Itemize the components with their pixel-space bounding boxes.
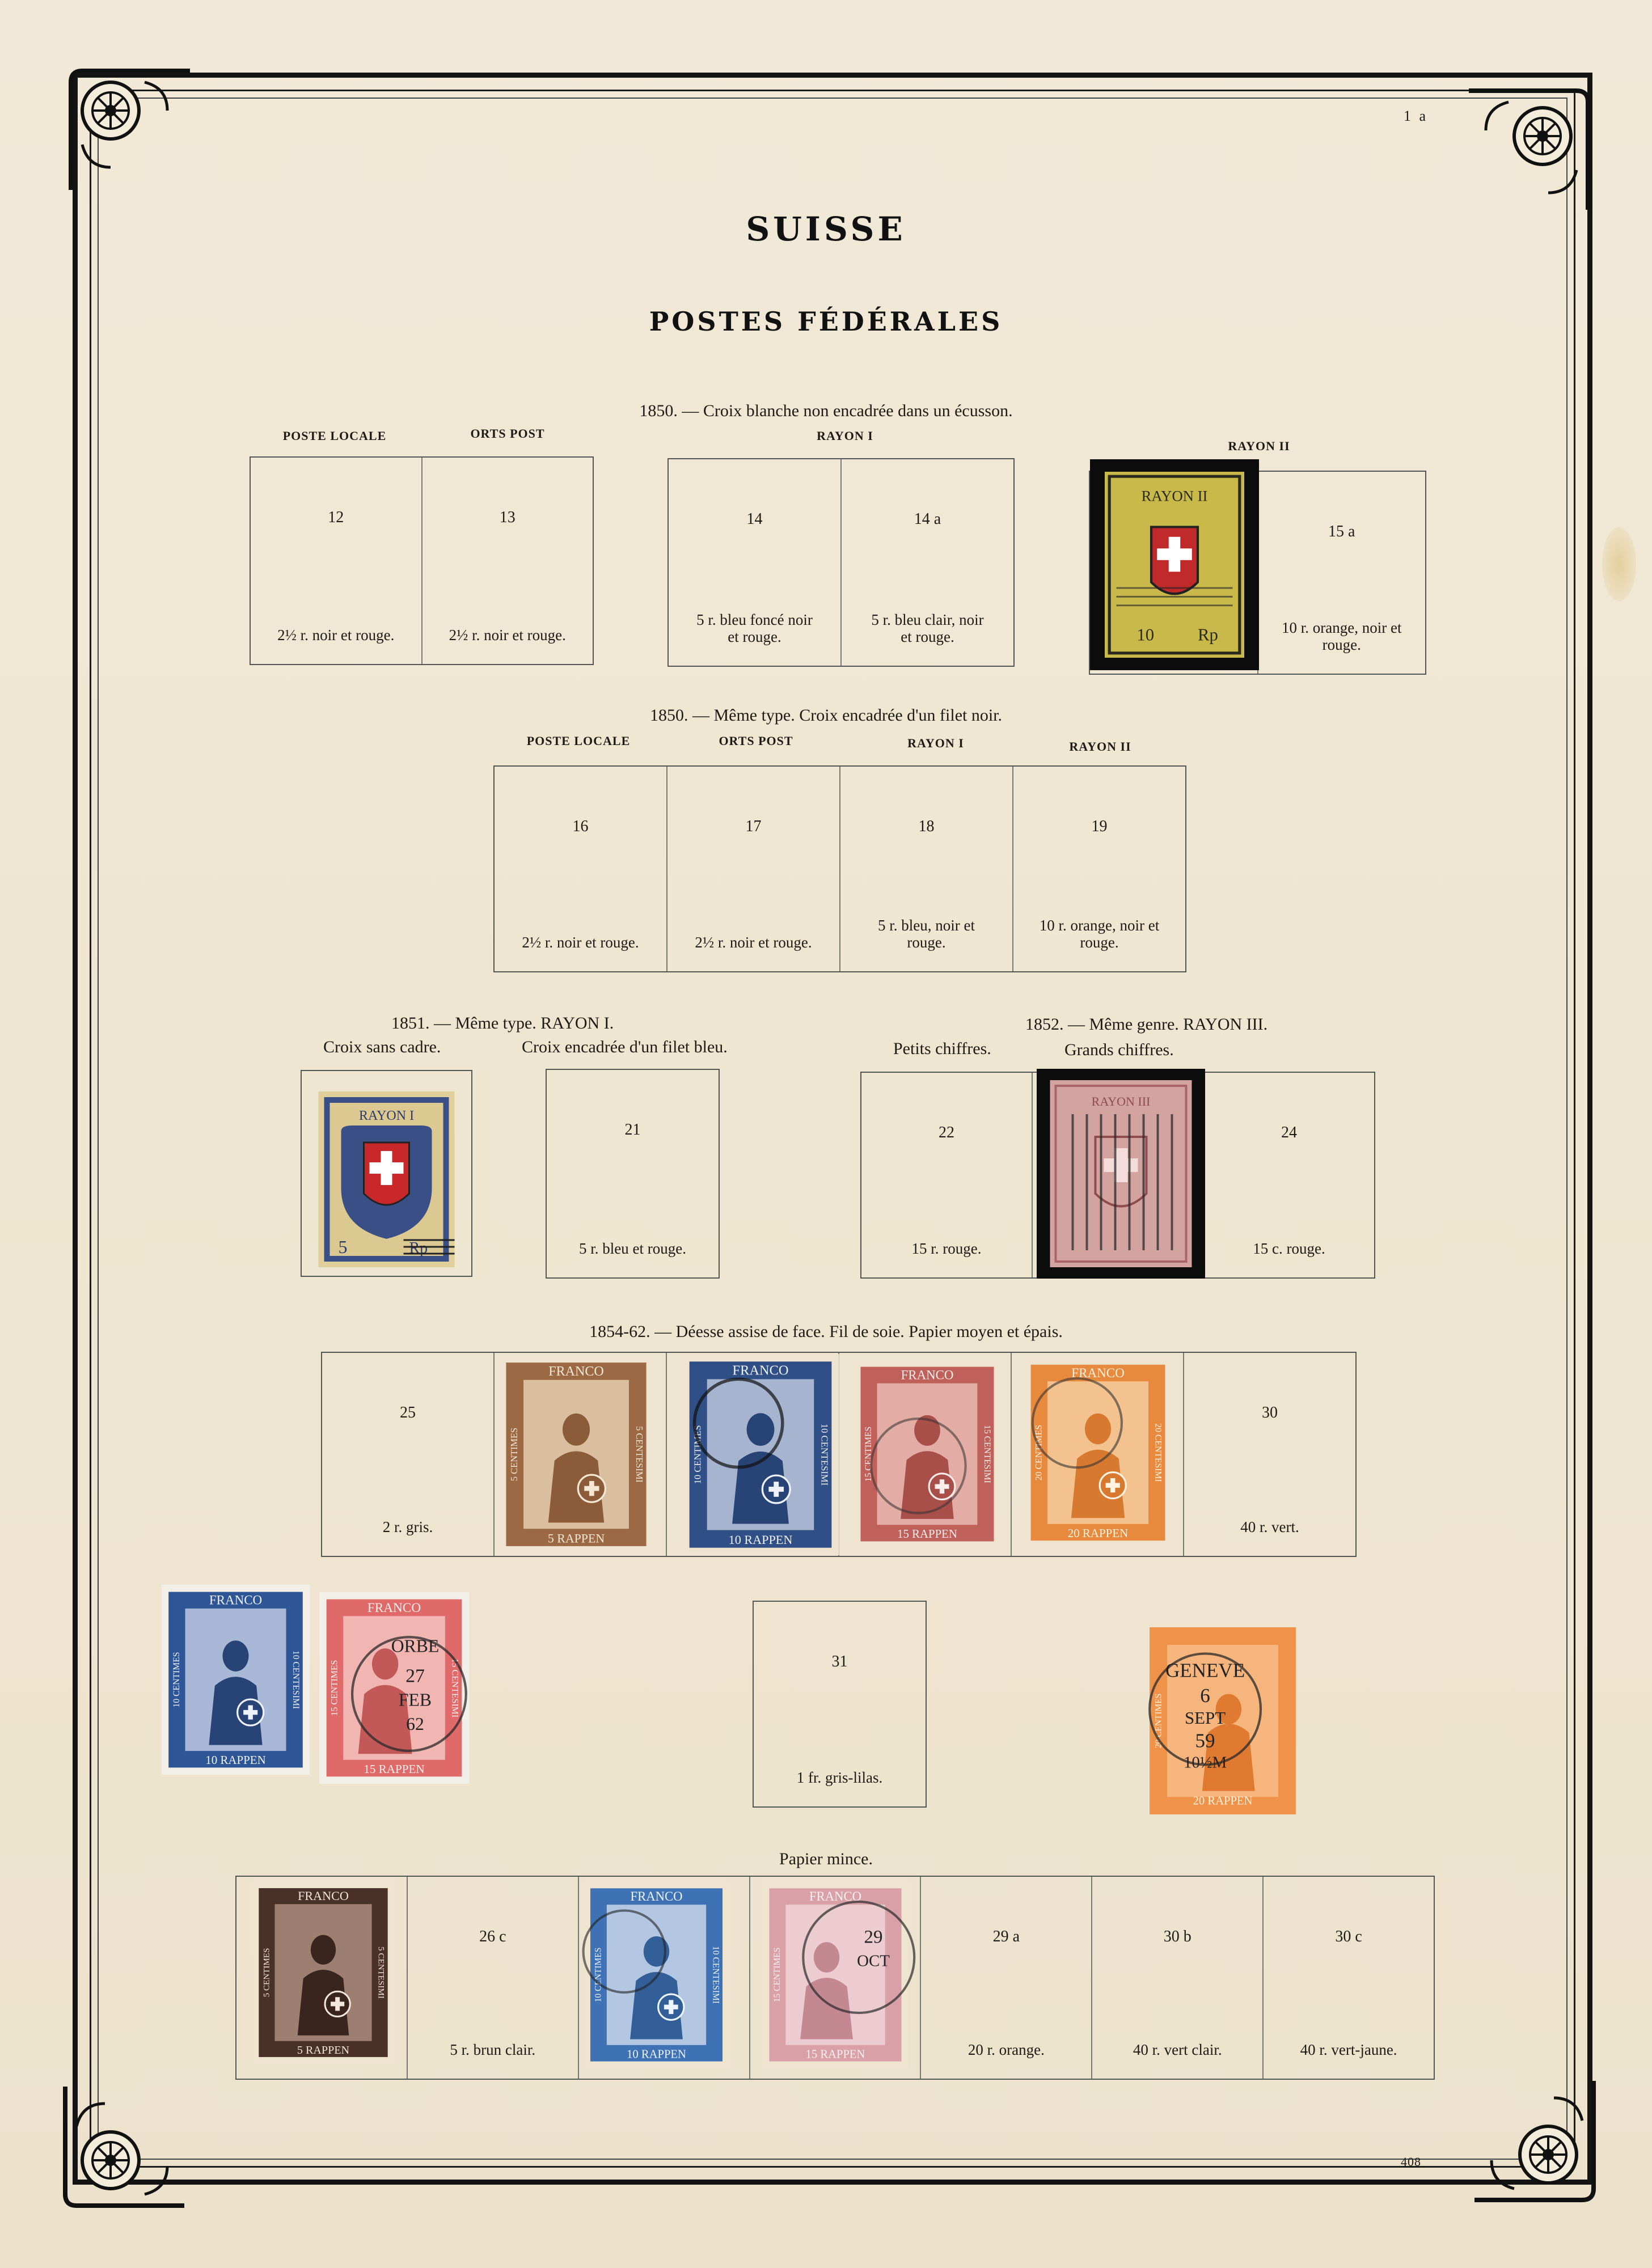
stamp-description: 5 r. bleu clair, noir et rouge. bbox=[871, 611, 984, 645]
catalog-number: 25 bbox=[400, 1404, 416, 1421]
stamp-text-bottom: 15 RAPPEN bbox=[364, 1762, 425, 1776]
stamp-space-22 bbox=[861, 1073, 1033, 1277]
stamp-space-30 bbox=[1184, 1353, 1355, 1556]
stamp-text-right: 5 CENTESIMI bbox=[634, 1426, 645, 1483]
header-poste-locale-2: POSTE LOCALE bbox=[526, 734, 631, 748]
stamp-text-value: 10 bbox=[1136, 625, 1155, 645]
stamp-description: 5 r. bleu et rouge. bbox=[579, 1240, 686, 1257]
catalog-number: 29 a bbox=[992, 1928, 1020, 1945]
stamp-strubel-5-dark bbox=[250, 1881, 397, 2064]
stamp-space-29a bbox=[921, 1877, 1092, 2079]
strubel-stamp-image bbox=[678, 1354, 843, 1555]
stamp-space-13 bbox=[422, 458, 593, 664]
stamp-strubel-10-blue-loose bbox=[160, 1585, 311, 1775]
stamp-description: 15 c. rouge. bbox=[1253, 1240, 1325, 1257]
stamp-space-25 bbox=[322, 1353, 495, 1556]
postmark-text-year: 59 bbox=[1195, 1729, 1215, 1752]
stamp-rayon-2 bbox=[1090, 459, 1259, 670]
stamp-description: 40 r. vert clair. bbox=[1133, 2041, 1222, 2058]
catalog-number: 18 bbox=[918, 818, 935, 835]
stamp-space-12 bbox=[251, 458, 422, 664]
catalog-number: 26 c bbox=[479, 1928, 506, 1945]
stamp-description: 15 r. rouge. bbox=[911, 1240, 982, 1257]
catalog-number: 30 bbox=[1262, 1404, 1278, 1421]
stamp-text-left: 15 CENTIMES bbox=[772, 1947, 783, 2003]
stamp-text-left: 15 CENTIMES bbox=[329, 1660, 340, 1716]
stamp-space-24 bbox=[1204, 1073, 1374, 1277]
stamp-space-26c bbox=[408, 1877, 579, 2079]
catalog-number: 24 bbox=[1281, 1124, 1297, 1141]
strubel-stamp-image bbox=[250, 1881, 397, 2064]
section3-sub-petits-chiffres: Petits chiffres. bbox=[893, 1039, 991, 1058]
stamp-text-bottom: 20 RAPPEN bbox=[1193, 1795, 1253, 1808]
section3-caption-left: 1851. — Même type. RAYON I. bbox=[391, 1014, 614, 1033]
stamp-text-top: FRANCO bbox=[809, 1889, 861, 1904]
catalog-number: 13 bbox=[499, 509, 516, 526]
header-rayon-2-2: RAYON II bbox=[1069, 739, 1131, 754]
postmark-text-time: 10½M bbox=[1183, 1753, 1227, 1772]
stamp-text-right: 10 CENTESIMI bbox=[291, 1650, 301, 1710]
stamp-description: 2½ r. noir et rouge. bbox=[695, 934, 812, 951]
stamp-space-14 bbox=[669, 459, 842, 666]
stamp-text-left: 10 CENTIMES bbox=[692, 1425, 703, 1484]
catalog-number: 16 bbox=[572, 818, 589, 835]
postmark-text-day: 27 bbox=[405, 1665, 425, 1687]
postmark-text-town: ORBE bbox=[391, 1636, 440, 1656]
catalog-number: 12 bbox=[328, 509, 344, 526]
strubel-stamp-image bbox=[1146, 1627, 1300, 1814]
corner-ornament-bottom-left bbox=[54, 2087, 184, 2217]
stamp-text-top: RAYON II bbox=[1141, 487, 1208, 505]
stamp-strubel-15-red bbox=[854, 1356, 1001, 1552]
stamp-text-bottom: 5 RAPPEN bbox=[297, 2043, 350, 2057]
stamp-text-top: FRANCO bbox=[732, 1363, 789, 1378]
strubel-stamp-image bbox=[160, 1585, 311, 1775]
header-poste-locale: POSTE LOCALE bbox=[282, 429, 387, 443]
catalog-number: 22 bbox=[939, 1124, 954, 1141]
stamp-text-bottom: 20 RAPPEN bbox=[1067, 1526, 1129, 1540]
stamp-strubel-20-orange bbox=[1024, 1354, 1172, 1551]
stamp-space-21 bbox=[546, 1069, 720, 1279]
stamp-description: 40 r. vert. bbox=[1240, 1518, 1299, 1535]
foxing-stain bbox=[1602, 527, 1636, 601]
stamp-text-right: 15 CENTESIMI bbox=[450, 1658, 460, 1718]
stamp-description: 10 r. orange, noir et rouge. bbox=[1039, 917, 1160, 951]
stamp-space-30b bbox=[1092, 1877, 1264, 2079]
catalog-number: 19 bbox=[1091, 818, 1108, 835]
page-subtitle: POSTES FÉDÉRALES bbox=[649, 306, 1003, 337]
rayon-1-stamp-image bbox=[318, 1091, 455, 1267]
stamp-strubel-15-pink-thin bbox=[753, 1881, 918, 2068]
stamp-text-left: 10 CENTIMES bbox=[593, 1947, 603, 2003]
catalog-number: 15 a bbox=[1328, 523, 1355, 540]
header-orts-post-2: ORTS POST bbox=[719, 734, 793, 748]
stamp-text-top: FRANCO bbox=[901, 1368, 954, 1382]
section1-grid-b bbox=[667, 458, 1015, 667]
postmark-text-day: 29 bbox=[864, 1927, 883, 1948]
section2-caption: 1850. — Même type. Croix encadrée d'un filet noir. bbox=[649, 706, 1003, 725]
stamp-space-18 bbox=[840, 767, 1013, 971]
stamp-text-top: FRANCO bbox=[1071, 1365, 1125, 1380]
postmark-text-month: OCT bbox=[857, 1952, 890, 1970]
postmark-text-month: SEPT bbox=[1184, 1708, 1226, 1728]
stamp-text-top: RAYON III bbox=[1091, 1094, 1151, 1108]
stamp-strubel-10-blue-thin bbox=[578, 1881, 734, 2068]
stamp-text-value: 5 bbox=[338, 1237, 348, 1257]
section3-caption-right: 1852. — Même genre. RAYON III. bbox=[1025, 1015, 1268, 1034]
strubel-stamp-image bbox=[578, 1881, 734, 2068]
stamp-description: 2½ r. noir et rouge. bbox=[449, 627, 566, 644]
strubel-stamp-image bbox=[493, 1355, 659, 1554]
stamp-space-31 bbox=[753, 1601, 927, 1808]
postmark-text-month: FEB bbox=[398, 1690, 432, 1710]
stamp-text-unit: Rp bbox=[1198, 625, 1218, 645]
catalog-number: 31 bbox=[831, 1653, 848, 1670]
stamp-text-right: 15 CENTESIMI bbox=[982, 1425, 992, 1483]
stamp-text-left: 20 CENTIMES bbox=[1034, 1424, 1044, 1481]
catalog-number: 30 c bbox=[1335, 1928, 1362, 1945]
stamp-strubel-15-red-loose bbox=[318, 1592, 471, 1784]
stamp-text-top: FRANCO bbox=[630, 1889, 683, 1904]
stamp-text-top: RAYON I bbox=[358, 1108, 415, 1123]
stamp-text-unit: Rp bbox=[409, 1239, 428, 1257]
corner-ornament-top-right bbox=[1469, 79, 1599, 210]
section3-sub-grands-chiffres: Grands chiffres. bbox=[1064, 1040, 1174, 1059]
section2-grid bbox=[493, 765, 1186, 972]
stamp-description: 10 r. orange, noir et rouge. bbox=[1282, 619, 1402, 653]
stamp-strubel-5-brown bbox=[493, 1355, 659, 1554]
page-title: SUISSE bbox=[746, 210, 906, 248]
rayon-2-stamp-image bbox=[1105, 472, 1244, 658]
stamp-space-17 bbox=[667, 767, 840, 971]
stamp-text-bottom: 15 RAPPEN bbox=[805, 2048, 865, 2061]
catalog-number: 30 b bbox=[1163, 1928, 1192, 1945]
section4-caption: 1854-62. — Déesse assise de face. Fil de soie. Papier moyen et épais. bbox=[589, 1322, 1063, 1341]
postmark-text-town: GENEVE bbox=[1165, 1659, 1245, 1682]
strubel-stamp-image bbox=[753, 1881, 918, 2068]
stamp-text-right: 5 CENTESIMI bbox=[376, 1947, 386, 1999]
stamp-description: 40 r. vert-jaune. bbox=[1300, 2041, 1397, 2058]
stamp-rayon-1-sans-cadre bbox=[318, 1091, 455, 1267]
strubel-stamp-image bbox=[854, 1356, 1001, 1552]
stamp-text-bottom: 5 RAPPEN bbox=[547, 1531, 605, 1546]
header-orts-post: ORTS POST bbox=[470, 426, 545, 441]
stamp-description: 5 r. brun clair. bbox=[450, 2041, 536, 2058]
stamp-text-bottom: 10 RAPPEN bbox=[627, 2048, 686, 2061]
stamp-strubel-10-blue bbox=[678, 1354, 843, 1555]
section1-caption: 1850. — Croix blanche non encadrée dans un écusson. bbox=[639, 401, 1013, 420]
stamp-text-bottom: 10 RAPPEN bbox=[205, 1753, 266, 1767]
header-rayon-1-2: RAYON I bbox=[907, 736, 964, 750]
corner-ornament-top-left bbox=[60, 60, 190, 190]
page-number-top: 1 a bbox=[1404, 108, 1429, 124]
stamp-text-right: 20 CENTESIMI bbox=[1153, 1423, 1163, 1482]
catalog-number: 17 bbox=[745, 818, 762, 835]
stamp-description: 5 r. bleu foncé noir et rouge. bbox=[696, 611, 813, 645]
stamp-text-top: FRANCO bbox=[209, 1592, 263, 1607]
stamp-description: 5 r. bleu, noir et rouge. bbox=[878, 917, 975, 951]
stamp-rayon-3 bbox=[1037, 1069, 1205, 1279]
stamp-description: 1 fr. gris-lilas. bbox=[796, 1769, 883, 1786]
stamp-text-left: 15 CENTIMES bbox=[864, 1426, 874, 1482]
section1-grid-a bbox=[250, 456, 594, 665]
stamp-space-15a bbox=[1258, 472, 1426, 674]
stamp-text-left: 20 CENTIMES bbox=[1154, 1693, 1164, 1749]
stamp-text-right: 10 CENTESIMI bbox=[711, 1946, 721, 2004]
stamp-space-16 bbox=[495, 767, 667, 971]
stamp-text-left: 10 CENTIMES bbox=[172, 1652, 182, 1708]
strubel-stamp-image bbox=[1024, 1354, 1172, 1551]
stamp-description: 2 r. gris. bbox=[382, 1518, 433, 1535]
page-number-bottom: 408 bbox=[1401, 2155, 1421, 2169]
strubel-stamp-image bbox=[318, 1592, 471, 1784]
stamp-space-30c bbox=[1264, 1877, 1434, 2079]
stamp-space-19 bbox=[1013, 767, 1185, 971]
header-rayon-1: RAYON I bbox=[817, 429, 873, 443]
stamp-description: 2½ r. noir et rouge. bbox=[277, 627, 395, 644]
stamp-text-left: 5 CENTIMES bbox=[509, 1427, 520, 1482]
stamp-description: 20 r. orange. bbox=[967, 2041, 1045, 2058]
catalog-number: 21 bbox=[624, 1121, 641, 1139]
stamp-text-right: 10 CENTESIMI bbox=[819, 1423, 830, 1486]
stamp-text-left: 5 CENTIMES bbox=[262, 1948, 272, 1998]
postmark-text-year: 62 bbox=[406, 1713, 424, 1734]
postmark-text-day: 6 bbox=[1200, 1685, 1210, 1707]
catalog-number: 14 a bbox=[914, 510, 941, 528]
rayon-3-stamp-image bbox=[1049, 1080, 1193, 1267]
stamp-text-bottom: 10 RAPPEN bbox=[728, 1533, 793, 1547]
stamp-text-top: FRANCO bbox=[548, 1364, 604, 1380]
section5-caption: Papier mince. bbox=[779, 1850, 873, 1868]
corner-ornament-bottom-right bbox=[1474, 2081, 1605, 2211]
stamp-strubel-20-orange-geneve bbox=[1146, 1627, 1300, 1814]
section3-sub-croix-sans-cadre: Croix sans cadre. bbox=[323, 1038, 441, 1056]
stamp-text-top: FRANCO bbox=[367, 1600, 421, 1615]
catalog-number: 14 bbox=[746, 510, 763, 528]
header-rayon-2: RAYON II bbox=[1228, 439, 1290, 453]
stamp-text-bottom: 15 RAPPEN bbox=[897, 1527, 957, 1541]
stamp-description: 2½ r. noir et rouge. bbox=[522, 934, 639, 951]
stamp-space-14a bbox=[842, 459, 1013, 666]
section3-sub-croix-encadree: Croix encadrée d'un filet bleu. bbox=[522, 1038, 728, 1056]
stamp-text-top: FRANCO bbox=[298, 1889, 349, 1903]
